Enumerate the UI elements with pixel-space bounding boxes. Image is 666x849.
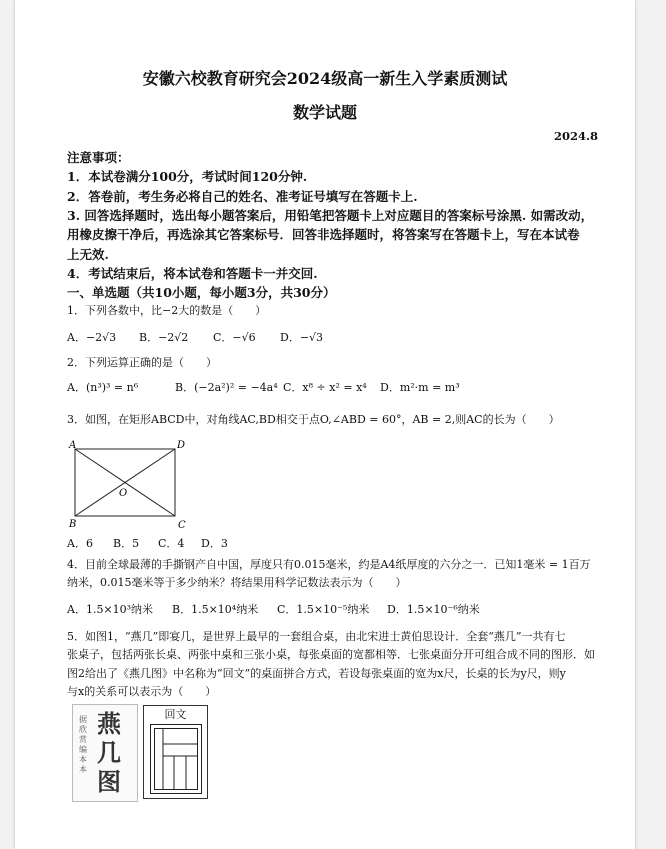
yanji-book-cover-figure [72,704,138,802]
book-cover-char: 几 [97,738,121,767]
q2-option-c: C．x⁸ ÷ x² = x⁴ [283,381,367,394]
rectangle-abcd-figure [67,440,197,532]
q3-option-a: A．6 [67,537,93,550]
label-o: O [119,488,128,499]
table-layout-diagram [150,724,202,794]
question-4-stem-line-1: 4．目前全球最薄的手撕钢产自中国，厚度只有0.015毫米，约是A4纸厚度的六分之一．已知1毫米 = 1百万 [67,558,591,571]
q3-option-c: C．4 [158,537,185,550]
question-5-line: 与x的关系可以表示为（ ） [67,685,217,698]
note-item: 4．考试结束后，将本试卷和答题卡一并交回. [67,266,318,281]
q4-option-c: C．1.5×10⁻⁵纳米 [277,603,370,616]
note-item: 上无效. [67,247,109,262]
book-cover-char: 燕 [97,709,121,738]
question-2-stem: 2．下列运算正确的是（ ） [67,356,217,369]
label-c: C [178,520,186,531]
q3-option-d: D．3 [201,537,228,550]
note-item: 1．本试卷满分100分，考试时间120分钟. [67,169,308,184]
label-d: D [177,440,186,451]
q4-option-b: B．1.5×10⁴纳米 [172,603,259,616]
question-5-line: 张桌子，包括两张长桌、两张中桌和三张小桌，每张桌面的宽都相等．七张桌面分开可组合成不同的图形．如 [67,648,595,661]
question-5-line: 5．如图1，“燕几”即宴几，是世界上最早的一套组合桌，由北宋进士黄伯思设计．全套“燕几”一共有七 [67,630,566,643]
outer-frame [151,725,202,794]
question-3-stem: 3．如图，在矩形ABCD中，对角线AC,BD相交于点O,∠ABD = 60°，AB = 2,则AC的长为（ ） [67,413,560,426]
document-page [15,0,635,849]
exam-title: 安徽六校教育研究会2024级高一新生入学素质测试 [142,69,508,88]
q1-option-a: A．−2√3 [67,331,117,344]
question-4-stem-line-2: 纳米，0.015毫米等于多少纳米？将结果用科学记数法表示为（ ） [67,576,407,589]
exam-subtitle: 数学试题 [292,103,357,122]
question-5-line: 图2给出了《燕几图》中名称为“回文”的桌面拼合方式，若设每张桌面的宽为x尺，长桌的长为y尺，则y [67,667,566,680]
q2-option-d: D．m²·m = m³ [380,381,460,394]
section-heading: 一、单选题（共10小题，每小题3分，共30分） [67,285,336,300]
notes-heading: 注意事项： [67,150,130,165]
q2-option-b: B．(−2a²)² = −4a⁴ [175,381,278,394]
question-1-stem: 1．下列各数中，比−2大的数是（ ） [67,304,267,317]
note-item: 3. 回答选择题时，选出每小题答案后，用铅笔把答题卡上对应题目的答案标号涂黑. 如需改动， [67,208,594,223]
huiwen-arrangement-figure [143,705,208,799]
q1-option-d: D．−√3 [280,331,324,344]
note-item: 2．答卷前，考生务必将自己的姓名、准考证号填写在答题卡上. [67,189,418,204]
q3-option-b: B．5 [113,537,140,550]
note-item: 用橡皮擦干净后，再选涂其它答案标号．回答非选择题时，将答案写在答题卡上，写在本试卷 [67,227,580,242]
exam-date: 2024.8 [553,129,598,143]
q4-option-a: A．1.5×10³纳米 [67,603,154,616]
q2-option-a: A．(n³)³ = n⁶ [67,381,139,394]
book-cover-small-text: 据欣赏编本本 [79,715,87,774]
inner-frame [155,729,198,790]
q1-option-c: C．−√6 [213,331,256,344]
q1-option-b: B．−2√2 [139,331,189,344]
figure-label: 回文 [164,708,187,721]
label-b: B [69,519,77,530]
q4-option-d: D．1.5×10⁻⁶纳米 [387,603,480,616]
label-a: A [69,440,77,451]
book-cover-char: 图 [97,767,121,796]
